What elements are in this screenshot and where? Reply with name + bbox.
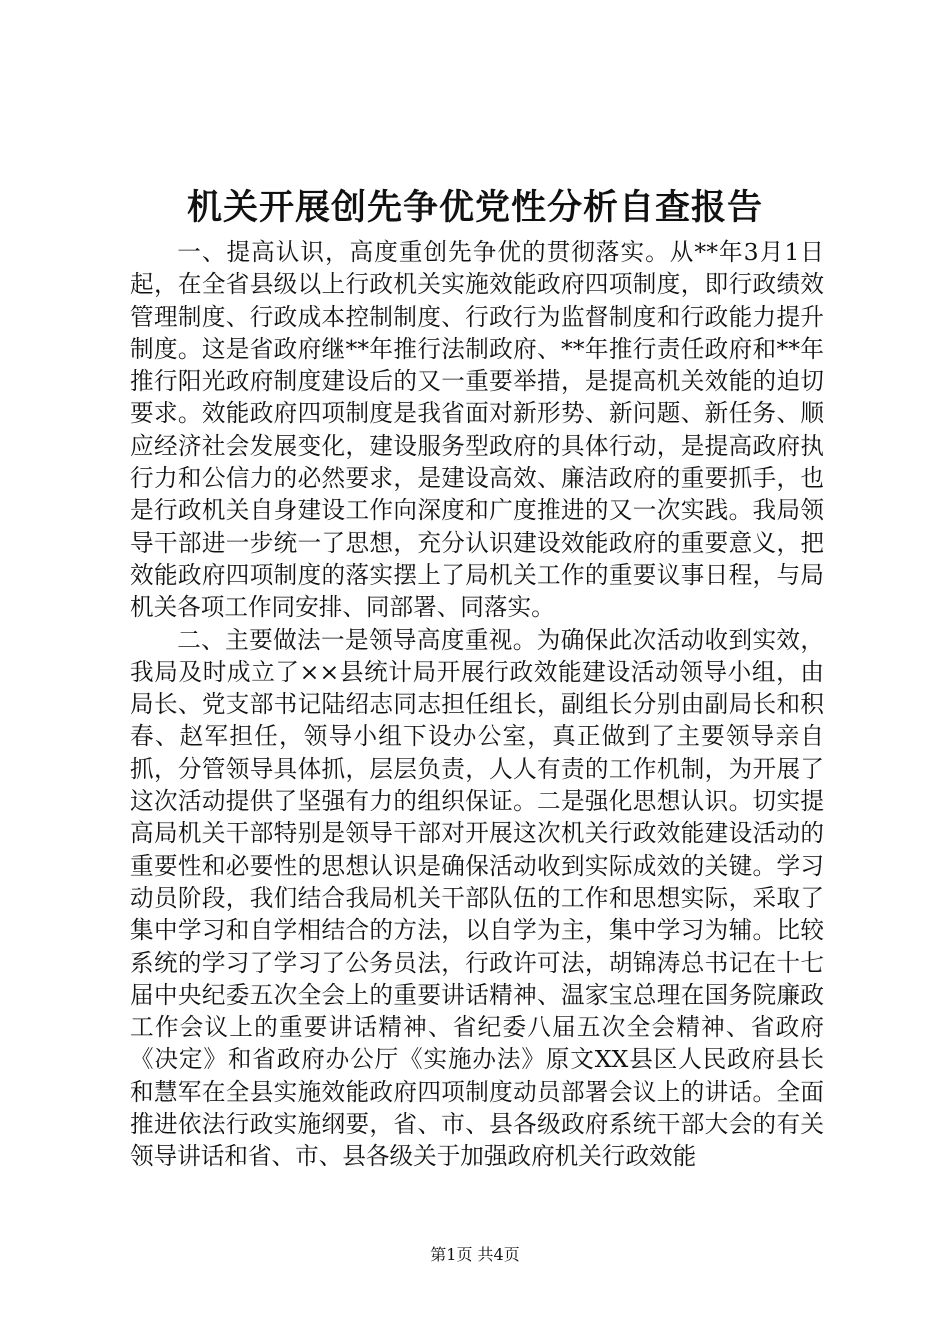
document-body <box>130 236 824 1173</box>
paragraph-1: 一、提高认识，高度重创先争优的贯彻落实。从**年3月1日起，在全省县级以上行政机关实施效能政府四项制度，即行政绩效管理制度、行政成本控制制度、行政行为监督制度和行政能力提升制度。这是省政府继**年推行法制政府、**年推行责任政府和**年推行阳光政府制度建设后的又一重要举措，是提高机关效能的迫切要求。效能政府四项制度是我省面对新形势、新问题、新任务、顺应经济社会发展变化，建设服务型政府的具体行动，是提高政府执行力和公信力的必然要求，是建设高效、廉洁政府的重要抓手，也是行政机关自身建设工作向深度和广度推进的又一次实践。我局领导干部进一步统一了思想，充分认识建设效能政府的重要意义，把效能政府四项制度的落实摆上了局机关工作的重要议事日程，与局机关各项工作同安排、同部署、同落实。 <box>130 238 824 622</box>
page-title: 机关开展创先争优党性分析自查报告 <box>186 187 763 228</box>
page-number-footer: 第1页 共4页 <box>430 1245 520 1264</box>
paragraph-2: 二、主要做法一是领导高度重视。为确保此次活动收到实效，我局及时成立了××县统计局开展行政效能建设活动领导小组，由局长、党支部书记陆绍志同志担任组长，副组长分别由副局长和积春、赵军担任，领导小组下设办公室，真正做到了主要领导亲自抓，分管领导具体抓，层层负责，人人有责的工作机制，为开展了这次活动提供了坚强有力的组织保证。二是强化思想认识。切实提高局机关干部特别是领导干部对开展这次机关行政效能建设活动的重要性和必要性的思想认识是确保活动收到实际成效的关键。学习动员阶段，我们结合我局机关干部队伍的工作和思想实际，采取了集中学习和自学相结合的方法，以自学为主，集中学习为辅。比较系统的学习了学习了公务员法，行政许可法，胡锦涛总书记在十七届中央纪委五次全会上的重要讲话精神、温家宝总理在国务院廉政工作会议上的重要讲话精神、省纪委八届五次全会精神、省政府《决定》和省政府办公厅《实施办法》原文XX县区人民政府县长和慧军在全县实施效能政府四项制度动员部署会议上的讲话。全面推进依法行政实施纲要，省、市、县各级政府系统干部大会的有关领导讲话和省、市、县各级关于加强政府机关行政效能 <box>130 625 824 1171</box>
